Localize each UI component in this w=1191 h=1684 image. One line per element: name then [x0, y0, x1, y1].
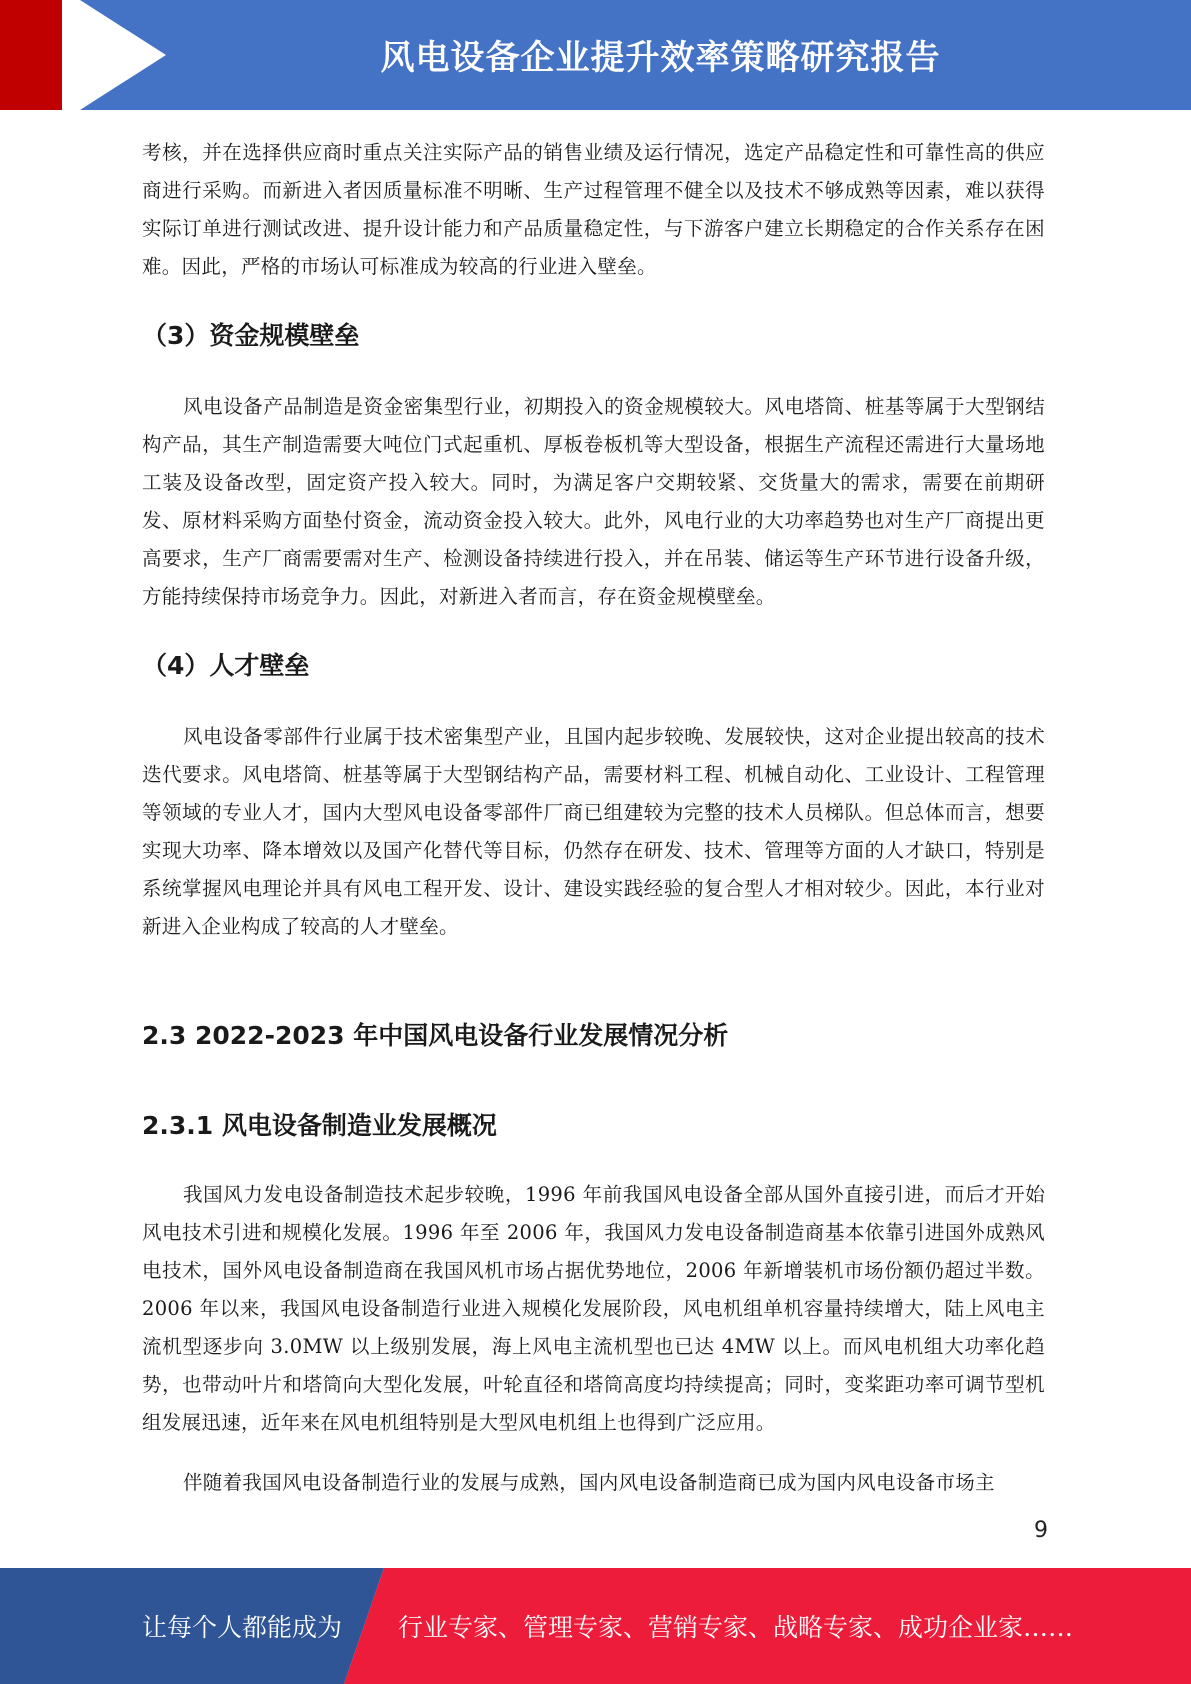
section-heading-2-3: 2.3 2022-2023 年中国风电设备行业发展情况分析 — [142, 1021, 729, 1050]
paragraph-continued: 考核，并在选择供应商时重点关注实际产品的销售业绩及运行情况，选定产品稳定性和可靠性高的供应商进行采购。而新进入者因质量标准不明晰、生产过程管理不健全以及技术不够成熟等因素，难以获得实际订单进行测试改进、提升设计能力和产品质量稳定性，与下游客户建立长期稳定的合作关系存在困难。因此，严格的市场认可标准成为较高的行业进入壁垒。 — [142, 141, 1045, 278]
document-body — [142, 134, 1045, 1502]
paragraph-talent-barrier: 风电设备零部件行业属于技术密集型产业，且国内起步较晚、发展较快，这对企业提出较高的技术迭代要求。风电塔筒、桩基等属于大型钢结构产品，需要材料工程、机械自动化、工业设计、工程管理等领域的专业人才，国内大型风电设备零部件厂商已组建较为完整的技术人员梯队。但总体而言，想要实现大功率、降本增效以及国产化替代等目标，仍然存在研发、技术、管理等方面的人才缺口，特别是系统掌握风电理论并具有风电工程开发、设计、建设实践经验的复合型人才相对较少。因此，本行业对新进入企业构成了较高的人才壁垒。 — [142, 725, 1045, 938]
section-heading-2-3-1: 2.3.1 风电设备制造业发展概况 — [142, 1111, 497, 1140]
heading-capital-barrier: （3）资金规模壁垒 — [142, 321, 360, 350]
page-number: 9 — [1034, 1518, 1048, 1543]
paragraph-overview: 我国风力发电设备制造技术起步较晚，1996 年前我国风电设备全部从国外直接引进，而后才开始风电技术引进和规模化发展。1996 年至 2006 年，我国风力发电设备制造商基本依靠引进国外成熟风电技术，国外风电设备制造商在我国风机市场占据优势地位，2006 年新增装机市场份额仍超过半数。2006 年以来，我国风电设备制造行业进入规模化发展阶段，风电机组单机容量持续增大，陆上风电主流机型逐步向 3.0MW 以上级别发展，海上风电主流机型也已达 4MW 以上。而风电机组大功率化趋势，也带动叶片和塔筒向大型化发展，叶轮直径和塔筒高度均持续提高；同时，变桨距功率可调节型机组发展迅速，近年来在风电机组特别是大型风电机组上也得到广泛应用。 — [142, 1183, 1045, 1434]
page-header — [0, 0, 1191, 110]
footer-slogan-left: 让每个人都能成为 — [142, 1613, 343, 1642]
footer-slogan-right: 行业专家、管理专家、营销专家、战略专家、成功企业家…… — [398, 1613, 1074, 1642]
page-footer — [0, 1568, 1191, 1684]
paragraph-capital-barrier: 风电设备产品制造是资金密集型行业，初期投入的资金规模较大。风电塔筒、桩基等属于大型钢结构产品，其生产制造需要大吨位门式起重机、厚板卷板机等大型设备，根据生产流程还需进行大量场地工装及设备改型，固定资产投入较大。同时，为满足客户交期较紧、交货量大的需求，需要在前期研发、原材料采购方面垫付资金，流动资金投入较大。此外，风电行业的大功率趋势也对生产厂商提出更高要求，生产厂商需要需对生产、检测设备持续进行投入，并在吊装、储运等生产环节进行设备升级，方能持续保持市场竞争力。因此，对新进入者而言，存在资金规模壁垒。 — [142, 395, 1045, 608]
heading-talent-barrier: （4）人才壁垒 — [142, 651, 310, 680]
report-title: 风电设备企业提升效率策略研究报告 — [380, 38, 941, 78]
paragraph-last: 伴随着我国风电设备制造行业的发展与成熟，国内风电设备制造商已成为国内风电设备市场主 — [183, 1471, 995, 1494]
